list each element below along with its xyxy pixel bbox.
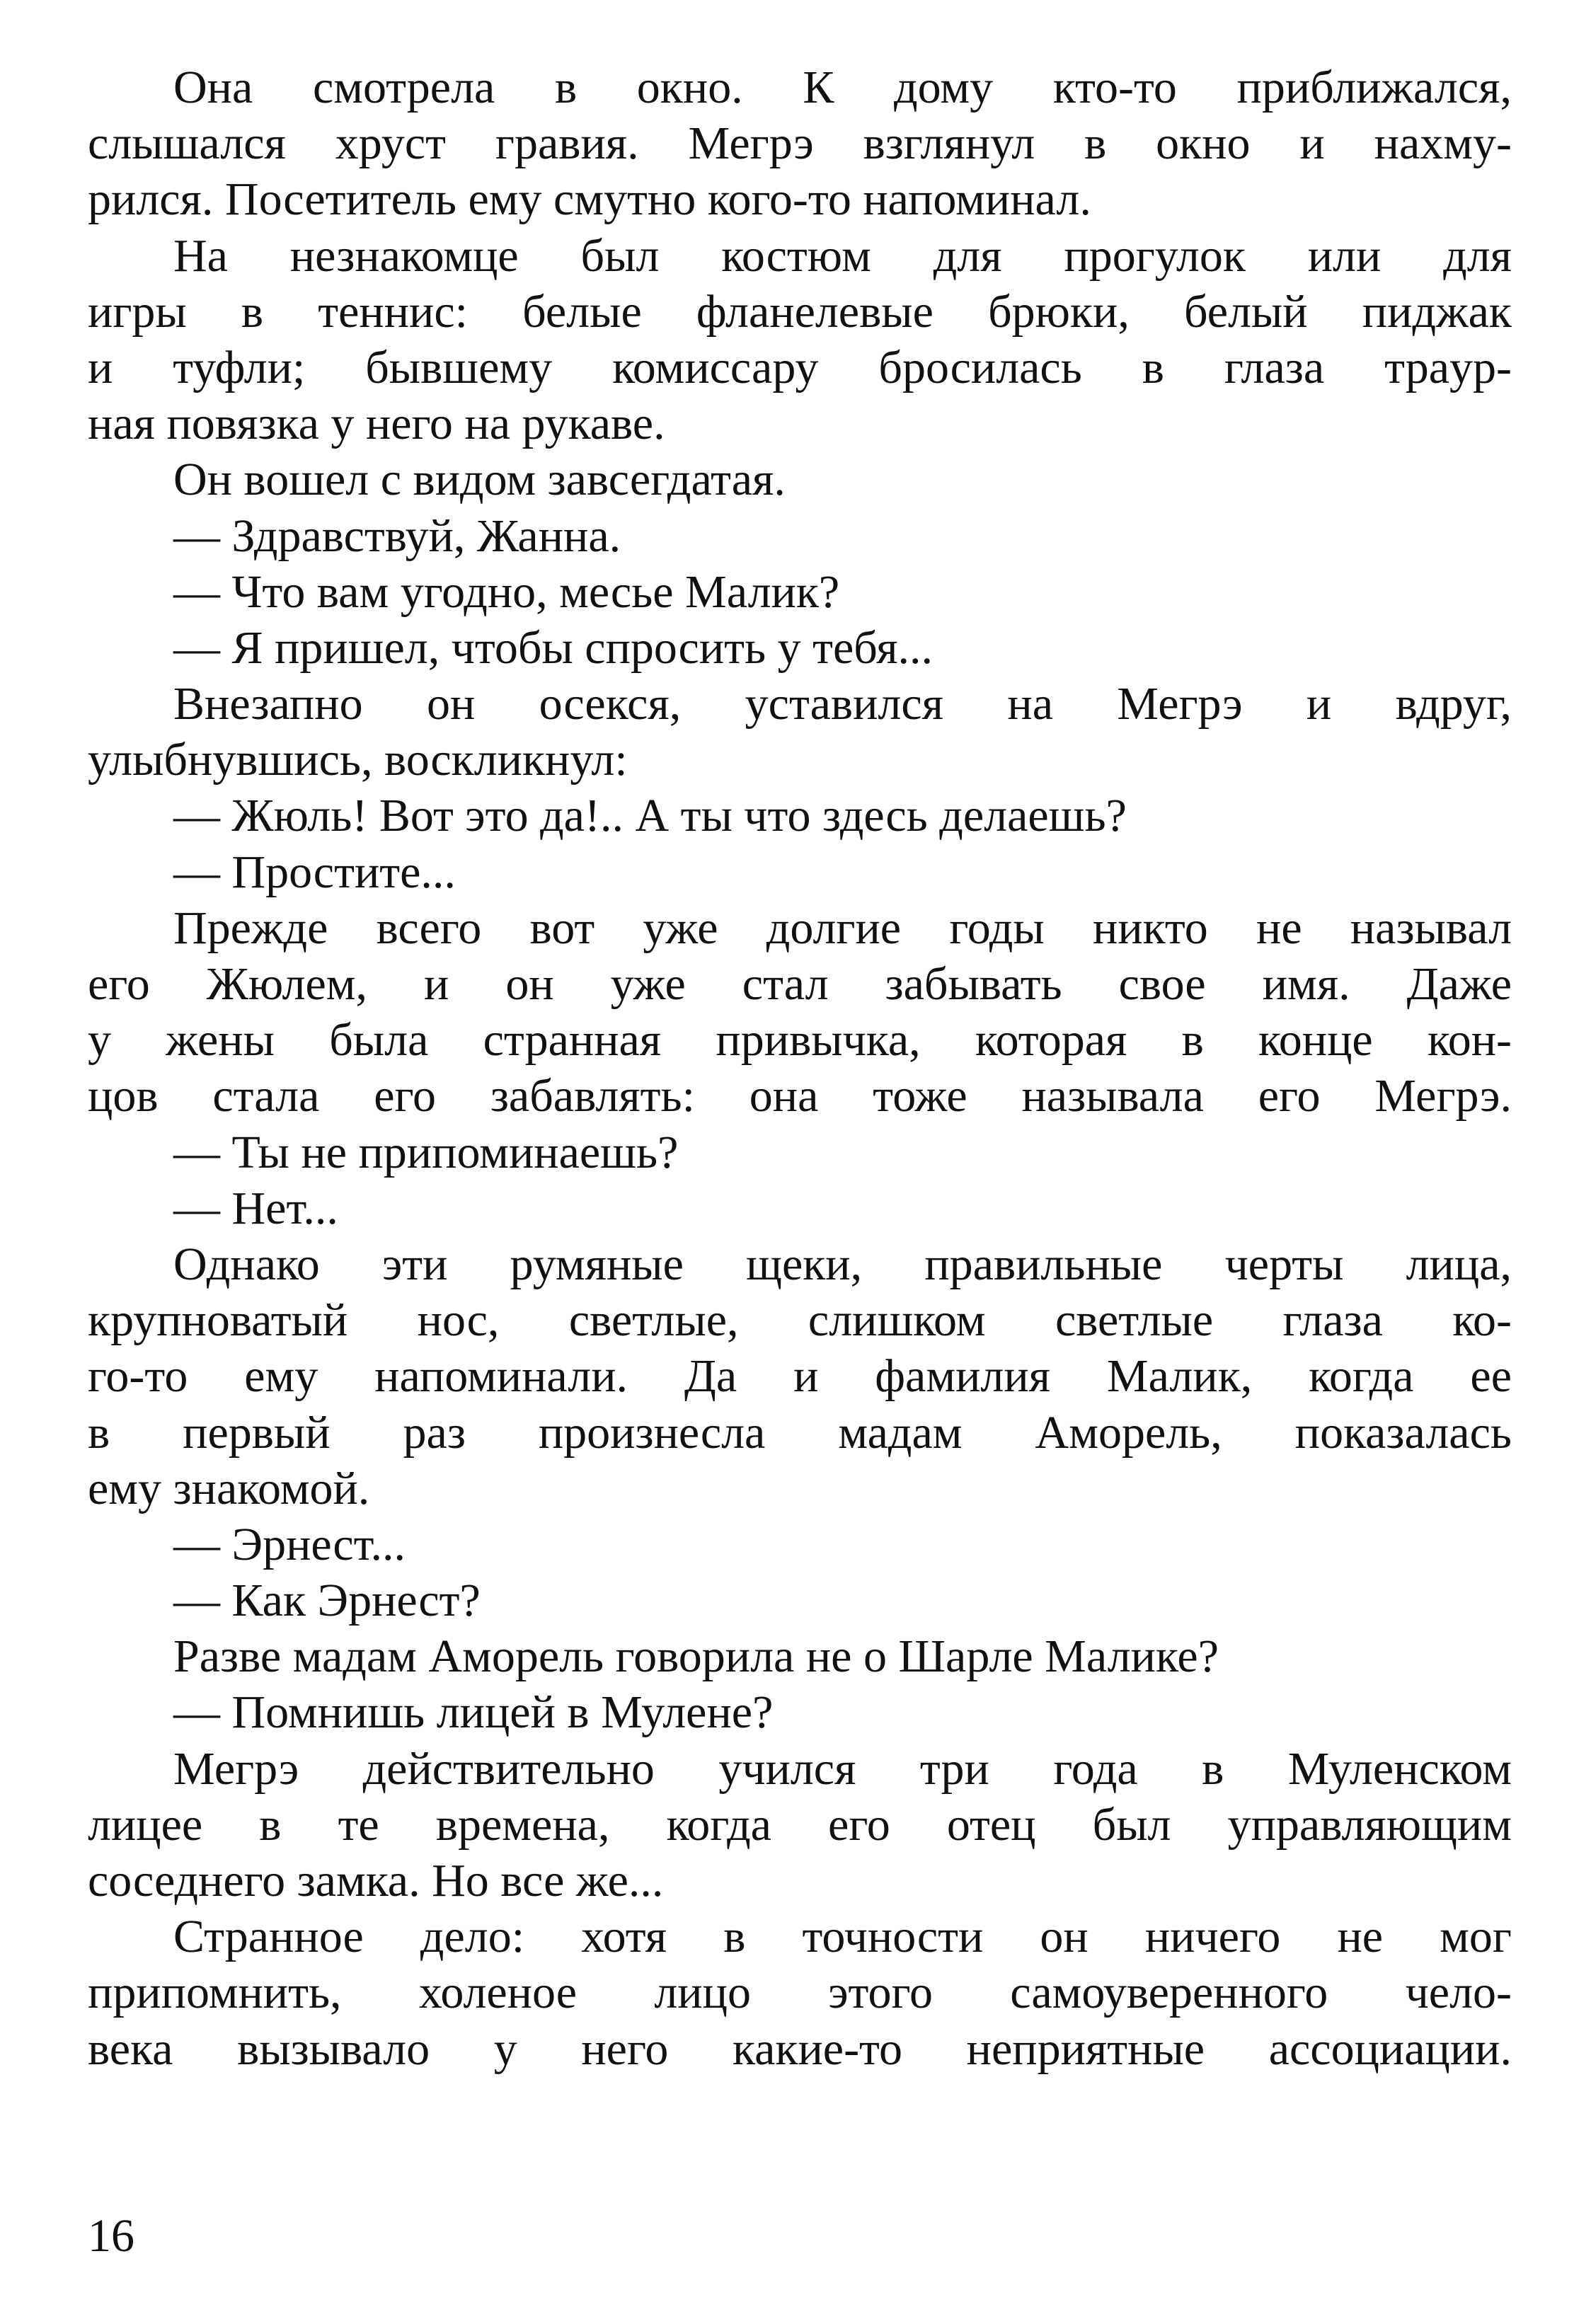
page-number: 16	[88, 2210, 134, 2262]
text-line: Разве мадам Аморель говорила не о Шарле Малике?	[173, 1630, 1219, 1683]
text-line: улыбнувшись, воскликнул:	[88, 734, 628, 786]
text-line: припомнить, холеное лицо этого самоуверенного чело-	[88, 1967, 1512, 2019]
text-line: — Здравствуй, Жанна.	[173, 510, 621, 562]
text-line: лицее в те времена, когда его отец был управляющим	[88, 1798, 1512, 1851]
text-line: Странное дело: хотя в точности он ничего не мог	[173, 1911, 1512, 1963]
text-line: Она смотрела в окно. К дому кто-то приближался,	[173, 62, 1512, 113]
text-line: — Помнишь лицей в Мулене?	[173, 1686, 774, 1739]
text-line: и туфли; бывшему комиссару бросилась в глаза трaур-	[88, 341, 1512, 393]
text-line: Мегрэ действительно учился три года в Муленском	[173, 1742, 1512, 1795]
text-line: го-то ему напоминали. Да и фамилия Малик, когда ее	[88, 1350, 1512, 1403]
text-line: Он вошел с видом завсегдатая.	[173, 454, 786, 506]
text-line: — Простите...	[173, 846, 456, 898]
text-line: ная повязка у него на рукаве.	[88, 398, 665, 450]
text-line: века вызывало у него какие-то неприятные ассоциации.	[88, 2023, 1512, 2075]
text-line: ему знакомой.	[88, 1462, 370, 1514]
text-line: На незнакомце был костюм для прогулок или для	[173, 229, 1512, 282]
text-line: — Эрнест...	[173, 1518, 406, 1570]
text-line: Прежде всего вот уже долгие годы никто не называл	[173, 902, 1512, 954]
text-line: цов стала его забавлять: она тоже называла его Мегрэ.	[88, 1070, 1512, 1122]
text-line: Однако эти румяные щеки, правильные черты лица,	[173, 1238, 1512, 1290]
text-line: — Что вам угодно, месье Малик?	[173, 565, 840, 618]
text-line: крупноватый нос, светлые, слишком светлые глаза ко-	[88, 1294, 1512, 1347]
text-line: — Я пришел, чтобы спросить у тебя...	[173, 621, 934, 674]
text-line: слышался хруст гравия. Мегрэ взглянул в окно и нахму-	[88, 117, 1512, 170]
text-line: в первый раз произнесла мадам Аморель, показалась	[88, 1406, 1512, 1459]
text-line: рился. Посетитель ему смутно кого-то напоминал.	[88, 173, 1091, 226]
text-line: соседнего замка. Но все же...	[88, 1855, 664, 1906]
text-line: Внезапно он осекся, уставился на Мегрэ и вдруг,	[173, 678, 1512, 730]
text-line: у жены была странная привычка, которая в конце кон-	[88, 1014, 1512, 1066]
text-line: игры в теннис: белые фланелевые брюки, белый пиджак	[88, 285, 1512, 338]
text-line: — Жюль! Вот это да!.. А ты что здесь делаешь?	[173, 790, 1127, 842]
text-line: его Жюлем, и он уже стал забывать свое имя. Даже	[88, 958, 1512, 1010]
text-line: — Как Эрнест?	[173, 1575, 481, 1627]
book-page-text	[88, 59, 1512, 2267]
text-line: — Ты не припоминаешь?	[173, 1126, 679, 1178]
text-line: — Нет...	[173, 1182, 338, 1234]
